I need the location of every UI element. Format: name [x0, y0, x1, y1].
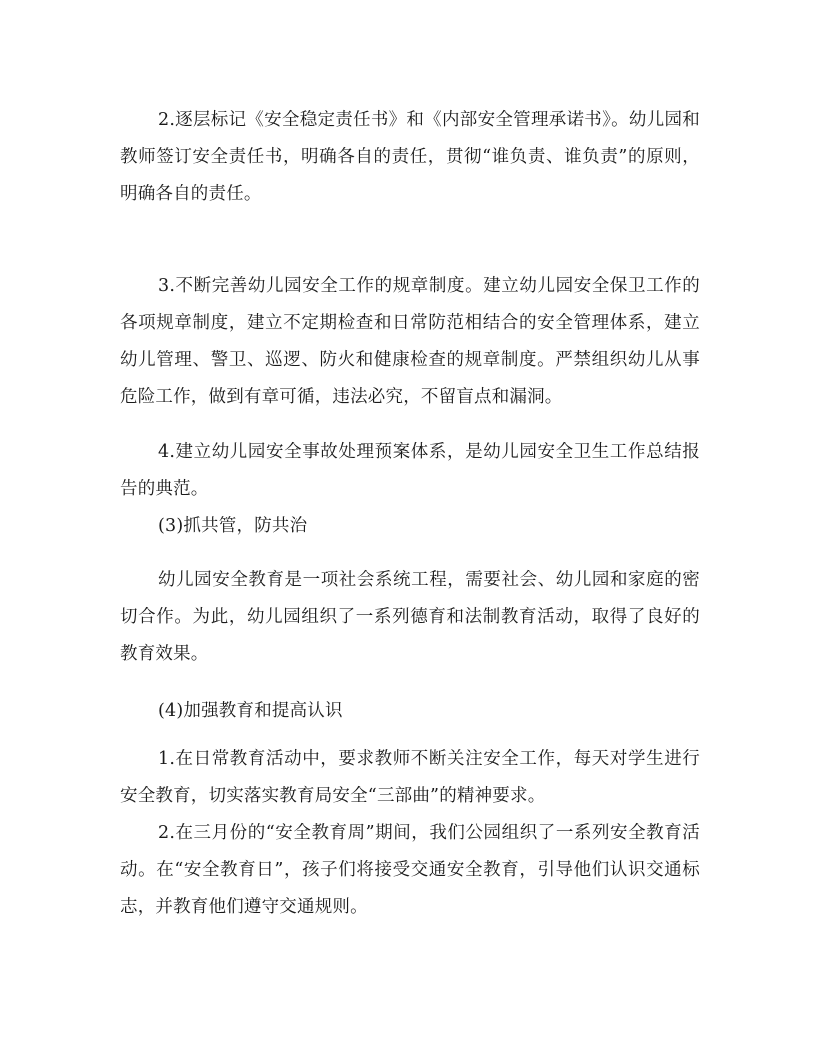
section-heading-joint-management: (3)抓共管，防共治 — [158, 516, 308, 536]
paragraph-rules-and-regulations: 3.不断完善幼儿园安全工作的规章制度。建立幼儿园安全保卫工作的各项规章制度，建立不定期检查和日常防范相结合的安全管理体系，建立幼儿管理、警卫、巡逻、防火和健康检查的规章制度。严禁组织幼儿从事危险工作，做到有章可循，违法必究，不留盲点和漏洞。 — [120, 276, 700, 407]
paragraph-responsibility-letters: 2.逐层标记《安全稳定责任书》和《内部安全管理承诺书》。幼儿园和教师签订安全责任书，明确各自的责任，贯彻“谁负责、谁负责”的原则，明确各自的责任。 — [120, 110, 700, 204]
paragraph-daily-education: 1.在日常教育活动中，要求教师不断关注安全工作，每天对学生进行安全教育，切实落实教育局安全“三部曲”的精神要求。 — [120, 749, 700, 806]
paragraph-safety-education-system: 幼儿园安全教育是一项社会系统工程，需要社会、幼儿园和家庭的密切合作。为此，幼儿园组织了一系列德育和法制教育活动，取得了良好的教育效果。 — [120, 570, 700, 664]
paragraph-accident-plan: 4.建立幼儿园安全事故处理预案体系，是幼儿园安全卫生工作总结报告的典范。 — [120, 442, 700, 499]
section-heading-strengthen-education: (4)加强教育和提高认识 — [158, 701, 343, 721]
paragraph-safety-education-week: 2.在三月份的“安全教育周”期间，我们公园组织了一系列安全教育活动。在“安全教育日”，孩子们将接受交通安全教育，引导他们认识交通标志，并教育他们遵守交通规则。 — [120, 823, 700, 917]
